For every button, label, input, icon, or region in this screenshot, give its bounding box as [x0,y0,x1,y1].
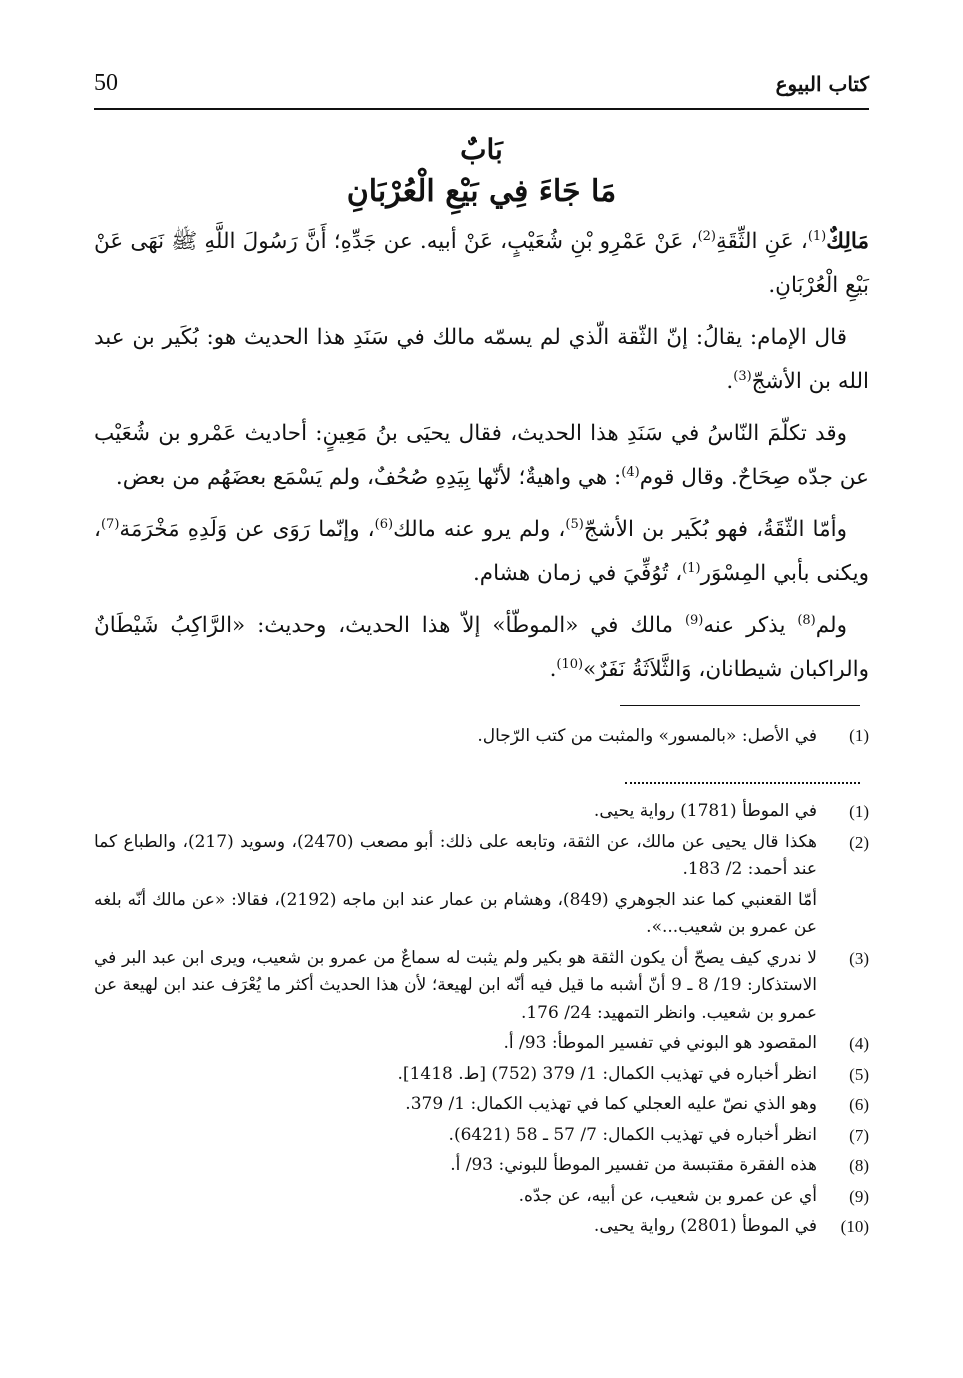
footnote-line: لا ندري كيف يصحّ أن يكون الثقة هو بكير ولم يثبت له سماعٌ من عمرو بن شعيب، ويرى ابن عبد البر في الاستذكار: 19/ 8 ـ 9 أنّ أشبه ما قيل فيه أنّه ابن لهيعة؛ لأن هذا الحديث أكثر ما يُعْرَف عند ابن لهيعة عن عمرو بن شعيب. وانظر التمهيد: 24/ 176. [94,947,817,1023]
footnote-ref: (8) [797,612,816,628]
paragraph-isnad [94,412,869,500]
footnote-ref: (1) [682,560,701,576]
footnote-number: (8) [849,1156,869,1175]
paragraph-text: مالك في «الموطّأ» إلاّ هذا الحديث، وحديث: «الرَّاكِبُ شَيْطَانٌ والراكبان شيطانان، وَالثَّلاَثَةُ نَفَرٌ» [94,613,869,682]
paragraph-text: يذكر عنه [703,613,798,638]
paragraph-text: ولم [815,613,847,638]
footnote-ref: (10) [556,656,584,672]
paragraph-text: وقد تكلّمَ النّاسُ في سَنَدِ هذا الحديث، فقال يحيَى بنُ مَعِينٍ: أحاديث عَمْرو بن شُعَيْب عن جدّه صِحَاحٌ. وقال قوم [94,421,869,490]
footnotes [94,798,869,1244]
footnote-text [94,945,817,1028]
paragraph-text: ، عَنْ عَمْرِو بْنِ شُعَيْبٍ، عَنْ أبيه. عن جَدِّهِ؛ أَنَّ رَسُولَ اللَّهِ ﷺ نَهَى عَنْ بَيْعِ الْعُرْبَانِ. [94,229,869,298]
paragraph-text: ، عَنِ الثِّقَةِ [716,229,808,254]
footnote-ref: (9) [684,612,704,628]
footnote-number: (1) [849,802,869,821]
footnote-ref: (4) [621,464,640,480]
footnote-line: هكذا قال يحيى عن مالك، عن الثقة، وتابعه على ذلك: أبو مصعب (2470)، وسويد (217)، والطباع كما عند أحمد: 2/ 183. [94,831,817,879]
footnote-ref: (6) [374,516,394,532]
narrator-lead: مَالِكٌ [826,229,869,254]
footnote-text [94,1091,817,1119]
footnote-ref: (2) [697,228,716,244]
footnote [94,1091,869,1119]
footnote [94,1183,869,1211]
running-header [94,70,869,110]
footnote-line: في الموطأ (2801) رواية يحيى. [593,1216,817,1236]
footnote-number: (6) [849,1095,869,1114]
footnote [94,1152,869,1180]
footnote-text [94,1152,817,1180]
footnote-line: المقصود هو البوني في تفسير الموطأ: 93/ أ. [503,1033,817,1053]
paragraph-thiqa [94,508,869,596]
editor-note [94,720,869,752]
footnote-line: هذه الفقرة مقتبسة من تفسير الموطأ للبوني: 93/ أ. [450,1155,817,1175]
paragraph-text: ، وإنّما رَوَى عن وَلَدِهِ مَخْرَمَة [119,517,375,542]
footnote-ref: (5) [565,516,584,532]
footnote [94,798,869,826]
footnote-separator [620,705,860,706]
footnote [94,829,869,942]
paragraph-text: ، تُوُفِّيَ في زمان هشام. [472,561,683,586]
footnote-number: (10) [840,1217,869,1236]
footnote-number: (5) [849,1064,869,1084]
note-number: (1) [849,726,869,745]
footnote-number: (9) [849,1186,869,1206]
footnote [94,945,869,1028]
paragraph-text: قال الإمام: يقالُ: إنّ الثّقة الّذي لم يسمّه مالك في سَنَدِ هذا الحديث هو: بُكَير بن عبد الله بن الأشجّ [94,325,869,394]
footnote-text [94,1030,817,1058]
footnote-text [94,798,817,826]
footnote-text [94,1213,817,1241]
paragraph-text: . [726,369,734,394]
paragraph-muwatta [94,604,869,692]
footnote [94,1122,869,1150]
dotted-separator [625,782,860,784]
footnote [94,1061,869,1089]
footnote-number: (2) [849,832,869,852]
footnote-text [94,1183,817,1211]
footnote-text [94,1122,817,1150]
paragraph-text: ، ويكنى بأبي المِسْوَر [94,517,869,586]
footnote [94,1030,869,1058]
page-number: 50 [94,70,118,96]
footnote-number: (4) [849,1034,869,1053]
footnote-text [94,1061,817,1089]
footnote-line: أي عن عمرو بن شعيب، عن أبيه، عن جدّه. [518,1185,817,1206]
footnote [94,1213,869,1241]
footnote-ref: (7) [100,516,120,532]
footnote-line: في الموطأ (1781) رواية يحيى. [593,801,817,821]
footnote-line: وهو الذي نصّ عليه العجلي كما في تهذيب الكمال: 1/ 379. [405,1094,817,1114]
chapter-title [94,130,869,214]
note-text: في الأصل: «بالمسور» والمثبت من كتب الرّجال. [477,726,817,746]
footnote-number: (3) [849,948,869,968]
main-text [94,220,869,700]
footnote-line: انظر أخباره في تهذيب الكمال: 7/ 57 ـ 58 (6421). [448,1124,817,1145]
footnote-line: أمّا القعنبي كما عند الجوهري (849)، وهشام بن عمار عند ابن ماجه (2192)، فقالا: «عن مالك أنّه بلغه عن عمرو بن شعيب...». [94,889,817,937]
paragraph-hadith [94,220,869,308]
paragraph-imam [94,316,869,404]
footnote-ref: (3) [733,368,752,384]
footnote-number: (7) [849,1125,869,1145]
footnote-ref: (1) [807,228,827,244]
chapter-heading: بَابٌ [460,133,503,166]
paragraph-text: : هي واهيةٌ؛ لأنّها بِيَدِهِ صُحُفٌ، ولم يَسْمَع بعضَهُم من بعض. [115,465,622,490]
footnote-line: انظر أخباره في تهذيب الكمال: 1/ 379 (752) [ط. 1418]. [397,1063,817,1084]
paragraph-text: ، ولم يرو عنه مالك [393,517,566,542]
paragraph-text: وأمّا الثّقَةُ، فهو بُكَير بن الأشجّ [583,517,847,542]
footnote-text [94,829,817,942]
paragraph-text: . [549,657,557,682]
book-title: كتاب البيوع [775,72,869,96]
chapter-subheading: مَا جَاءَ فِي بَيْعِ الْعُرْبَانِ [346,174,617,209]
